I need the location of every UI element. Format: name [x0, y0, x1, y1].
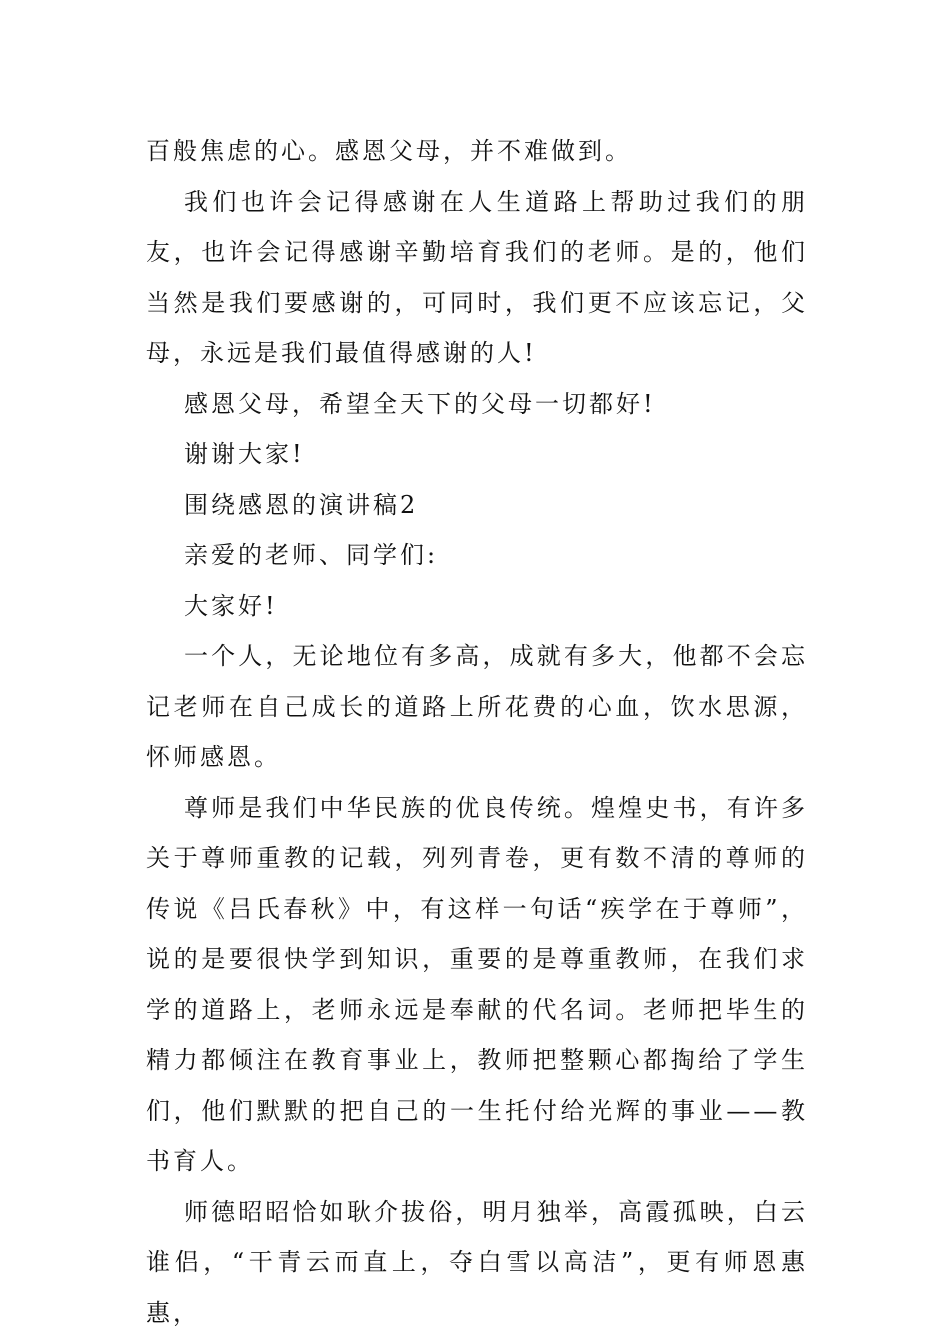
section-title: 围绕感恩的演讲稿2: [184, 490, 419, 519]
paragraph: 师德昭昭恰如耿介拔俗，明月独举，高霞孤映，白云谁侣，“干青云而直上，夺白雪以高洁”，更有师恩惠惠，: [146, 1197, 808, 1327]
paragraph: 谢谢大家!: [184, 440, 305, 468]
paragraph: 感恩父母，希望全天下的父母一切都好!: [184, 389, 656, 418]
paragraph: 一个人，无论地位有多高，成就有多大，他都不会忘记老师在自己成长的道路上所花费的心血，饮水思源，怀师感恩。: [146, 642, 808, 771]
document-body: [146, 126, 808, 1338]
paragraph: 尊师是我们中华民族的优良传统。煌煌史书，有许多关于尊师重教的记载，列列青卷，更有数不清的尊师的传说《吕氏春秋》中，有这样一句话“疾学在于尊师”，说的是要很快学到知识，重要的是尊重教师，在我们求学的道路上，老师永远是奉献的代名词。老师把毕生的精力都倾注在教育事业上，教师把整颗心都掏给了学生们，他们默默的把自己的一生托付给光辉的事业——教书育人。: [146, 793, 808, 1175]
paragraph: 百般焦虑的心。感恩父母，并不难做到。: [146, 137, 632, 165]
paragraph: 我们也许会记得感谢在人生道路上帮助过我们的朋友，也许会记得感谢辛勤培育我们的老师。是的，他们当然是我们要感谢的，可同时，我们更不应该忘记，父母，永远是我们最值得感谢的人!: [146, 187, 808, 367]
salutation: 亲爱的老师、同学们:: [184, 541, 439, 569]
greeting: 大家好!: [184, 591, 278, 620]
